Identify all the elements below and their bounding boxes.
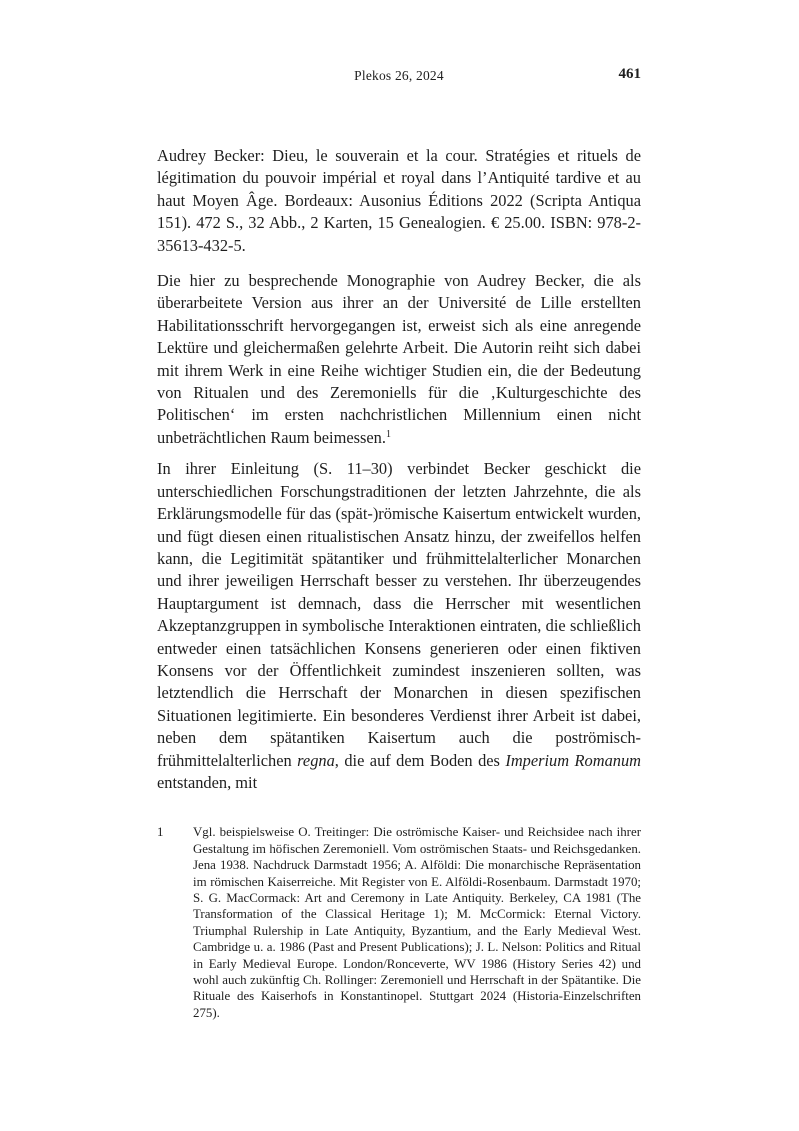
journal-title: Plekos 26, 2024 bbox=[354, 68, 444, 83]
footnote-reference: 1 bbox=[385, 428, 391, 440]
footnote-text: Vgl. beispielsweise O. Treitinger: Die oströmische Kaiser- und Reichsidee nach ihrer Gestaltung im höfischen Zeremoniell. Vom oströmischen Staats- und Reichsgedanken. Jena 1938. Nachdruck Darmstadt 1956; A. Alföldi: Die monarchische Repräsentation im römischen Kaiserreiche. Mit Register von E. Alföldi-Rosenbaum. Darmstadt 1970; S. G. MacCormack: Art and Ceremony in Late Antiquity. Berkeley, CA 1981 (The Transformation of the Classical Heritage 1); M. McCormick: Eternal Victory. Triumphal Rulership in Late Antiquity, Byzantium, and the Early Medieval West. Cambridge u. a. 1986 (Past and Present Publications); J. L. Nelson: Politics and Ritual in Early Medieval Europe. London/Ronceverte, WV 1986 (History Series 42) und wohl auch zukünftig Ch. Rollinger: Zeremoniell und Herrschaft in der Spätantike. Die Rituale des Kaiserhofs in Konstantinopel. Stuttgart 2024 (Historia-Einzelschriften 275). bbox=[193, 825, 641, 1020]
paragraph-1-text: Die hier zu besprechende Monographie von Audrey Becker, die als überarbeitete Version aus ihrer an der Université de Lille erstellten Habilitationsschrift hervorgegangen ist, erweist sich als eine anregende Lektüre und gleichermaßen gelehrte Arbeit. Die Autorin reiht sich dabei mit ihrem Werk in eine Reihe wichtiger Studien ein, die der Bedeutung von Ritualen und des Zeremoniells für die ‚Kulturgeschichte des Politischen‘ im ersten nachchristlichen Millennium einen nicht unbeträchtlichen Raum beimessen. bbox=[157, 271, 641, 447]
review-paragraph-1 bbox=[157, 270, 641, 449]
page-body bbox=[157, 145, 641, 1021]
running-head bbox=[157, 67, 641, 85]
paragraph-2-segment: , die auf dem Boden des bbox=[334, 750, 506, 770]
paragraph-2-italic-term: regna bbox=[297, 750, 335, 770]
bibliographic-heading: Audrey Becker: Dieu, le souverain et la cour. Stratégies et rituels de légitimation du pouvoir impérial et royal dans l’Antiquité tardive et au haut Moyen Âge. Bordeaux: Ausonius Éditions 2022 (Scripta Antiqua 151). 472 S., 32 Abb., 2 Karten, 15 Genealogien. € 25.00. ISBN: 978-2-35613-432-5. bbox=[157, 146, 641, 255]
page-number: 461 bbox=[618, 66, 641, 82]
paragraph-2-italic-term: Imperium Romanum bbox=[505, 750, 641, 770]
footnote-number: 1 bbox=[157, 825, 164, 840]
footnote bbox=[157, 824, 641, 1021]
paragraph-2-segment: entstanden, mit bbox=[157, 772, 258, 792]
review-paragraph-2 bbox=[157, 458, 641, 794]
paragraph-2-segment: In ihrer Einleitung (S. 11–30) verbindet Becker geschickt die unterschiedlichen Forschungstraditionen der letzten Jahrzehnte, die als Erklärungsmodelle für das (spät-)römische Kaisertum entwickelt wurden, und fügt diesen einen ritualistischen Ansatz hinzu, der zweifellos helfen kann, die Legitimität spätantiker und frühmittelalterlicher Monarchen und ihrer jeweiligen Herrschaft besser zu verstehen. Ihr überzeugendes Hauptargument ist demnach, dass die Herrscher mit wesentlichen Akzeptanzgruppen in symbolische Interaktionen eintraten, die schließlich entweder einen tatsächlichen Konsens generieren oder einen fiktiven Konsens vor der Öffentlichkeit zumindest inszenieren sollten, was letztendlich die Herrschaft der Monarchen in diesen spezifischen Situationen legitimierte. Ein besonderes Verdienst ihrer Arbeit ist dabei, neben dem spätantiken Kaisertum auch die poströmisch-frühmittelalterlichen bbox=[157, 459, 641, 770]
